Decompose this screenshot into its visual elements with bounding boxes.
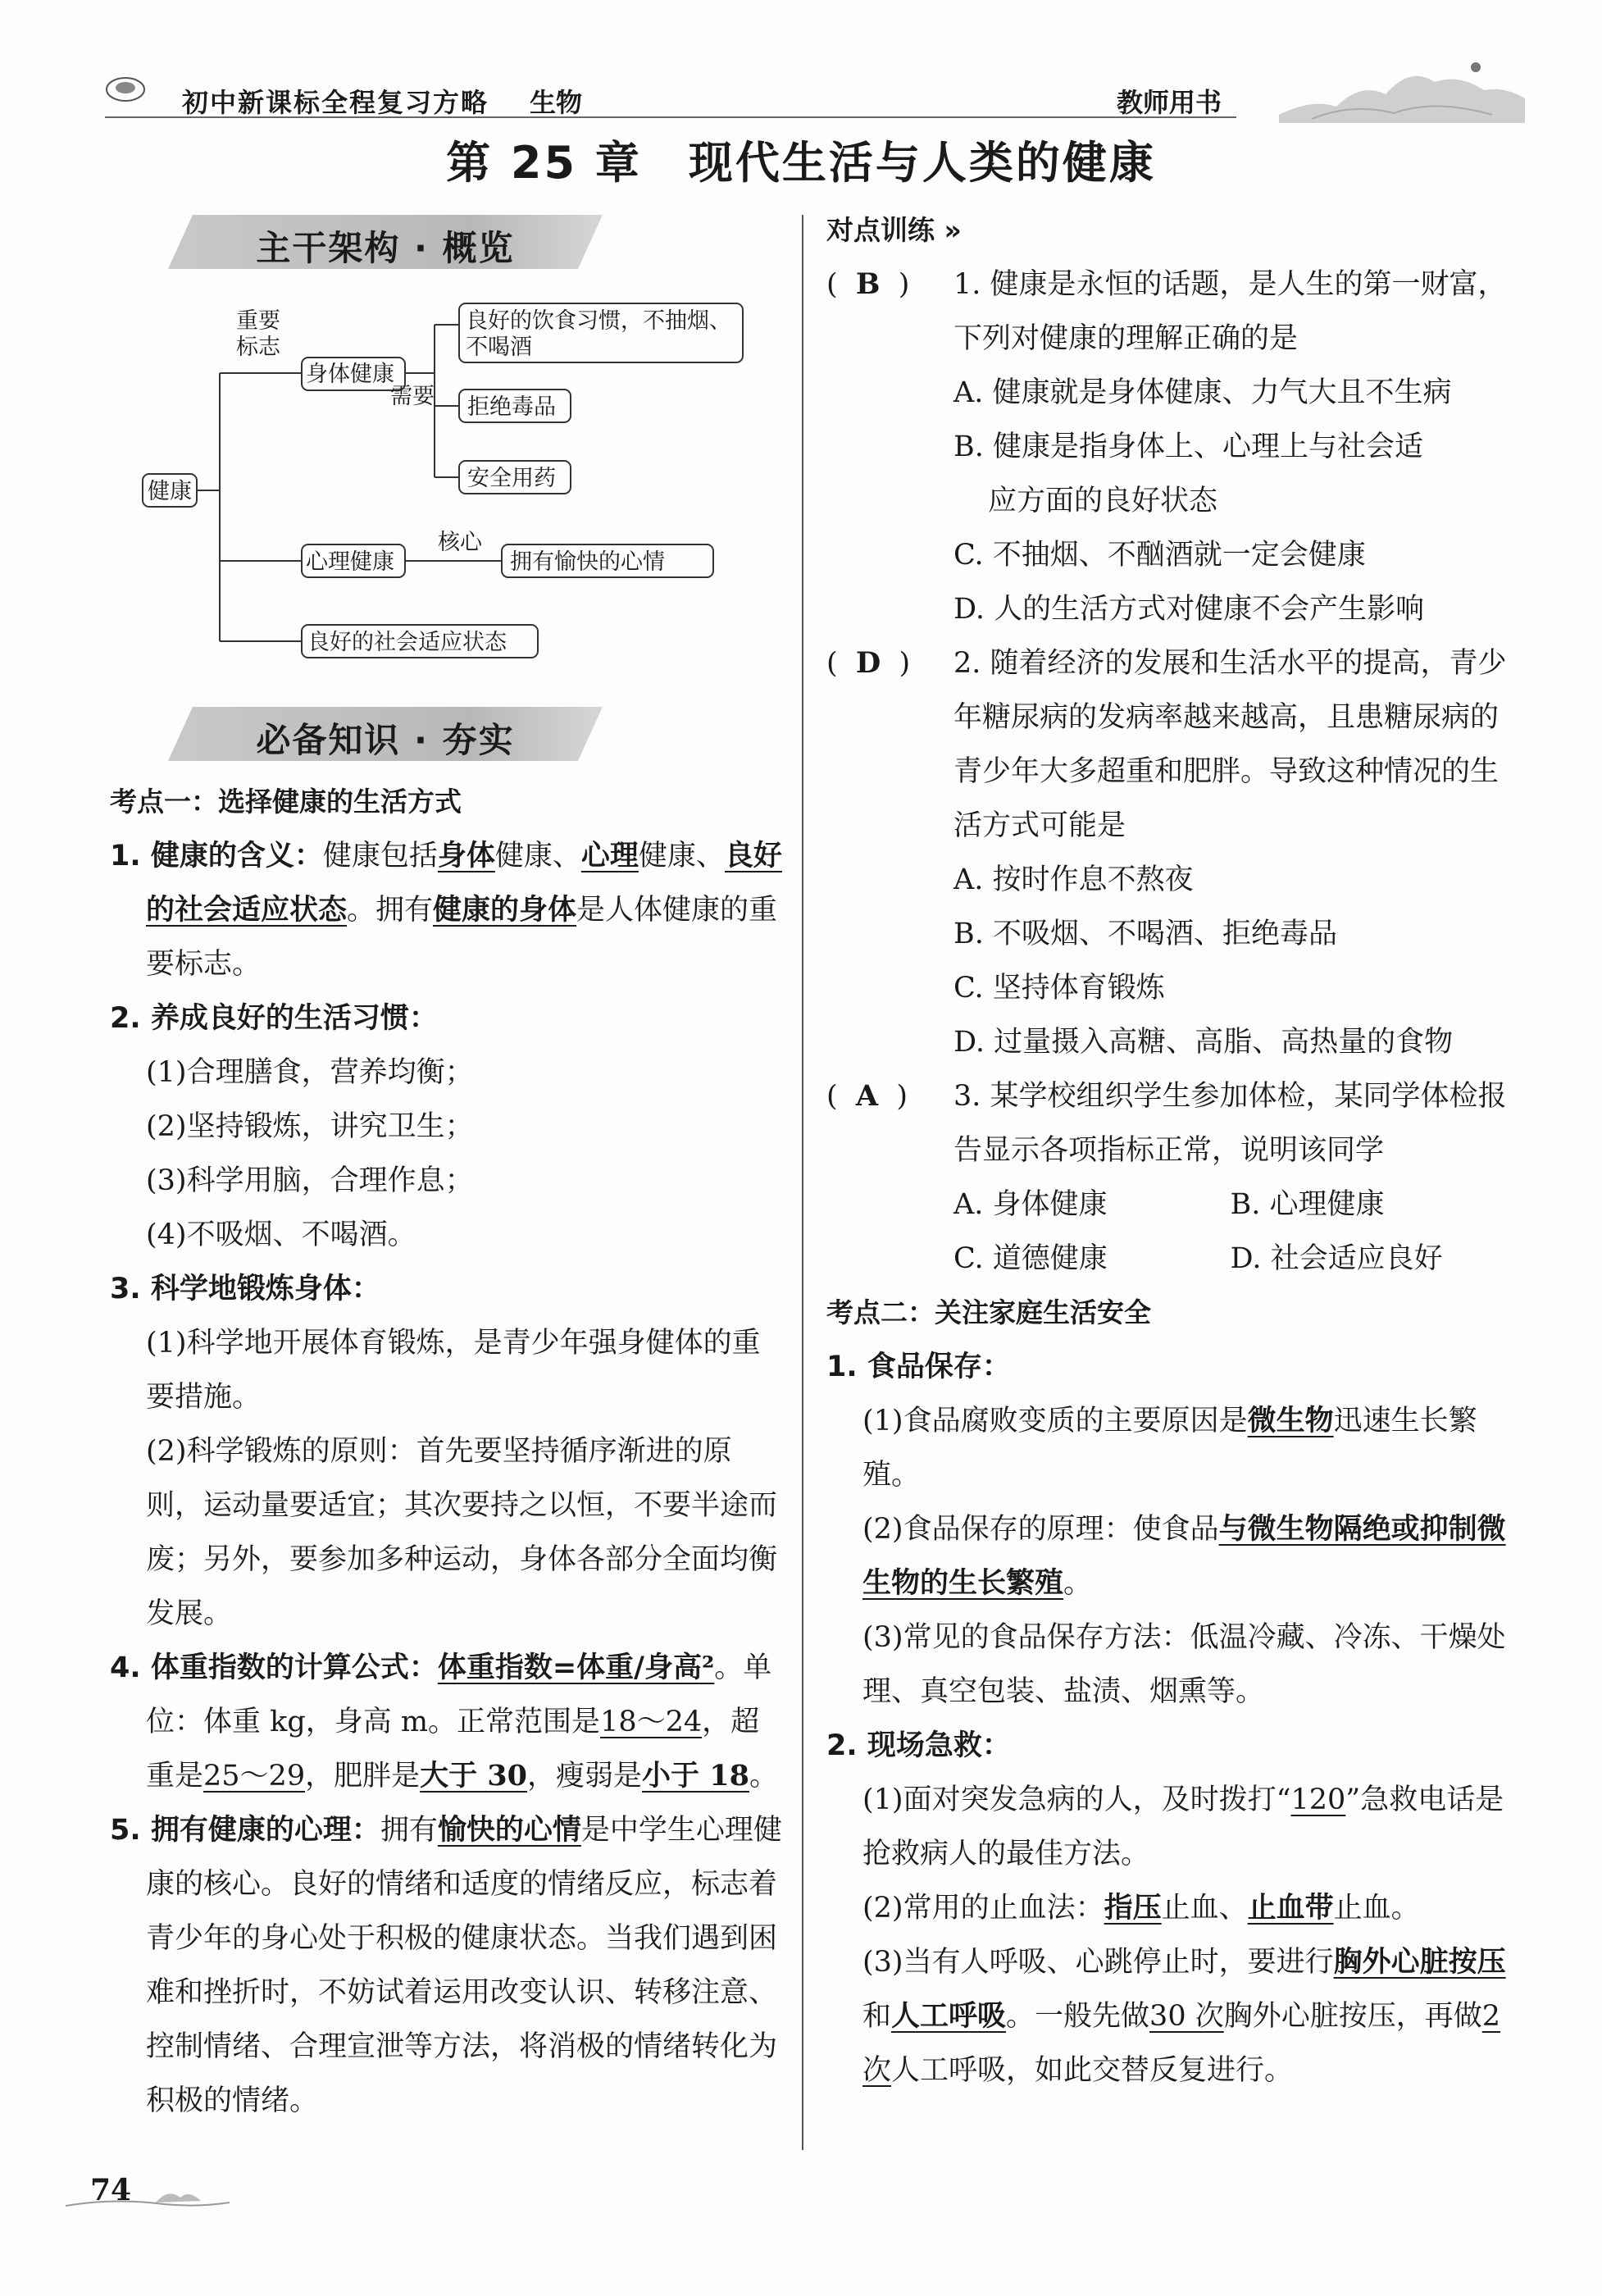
answer-bracket: ( A ) (826, 1079, 908, 1113)
answer: 25～29 (203, 1760, 306, 1793)
question-stem: 1. 健康是永恒的话题，是人生的第一财富，下列对健康的理解正确的是 (953, 268, 1507, 355)
practice-title: 对点训练 (826, 214, 935, 246)
text: 是人体健康的重要标志。 (146, 894, 778, 981)
chapter-title: 第 25 章 现代生活与人类的健康 (446, 137, 1156, 189)
text: (3)当有人呼吸、心跳停止时，要进行 (862, 1946, 1334, 1979)
answer: 体重指数=体重/身高² (437, 1651, 715, 1684)
answer-bracket: ( D ) (826, 646, 911, 680)
option-b: B. 健康是指身体上、心理上与社会适 (953, 430, 1423, 463)
label-important: 重要 (236, 308, 280, 334)
answer: 良好的社会适应状态 (146, 839, 782, 927)
options-row-ab (826, 1178, 1507, 1232)
food-2 (826, 1502, 1507, 1610)
text: 止血、 (1161, 1892, 1248, 1925)
text: 胸外心脏按压，再做 (1223, 2000, 1482, 2033)
publisher-logo-icon (105, 75, 146, 103)
answer-letter: D (855, 646, 881, 680)
text: (1)面对突发急病的人，及时拨打“ (862, 1784, 1291, 1816)
option-c: C. 不抽烟、不酗酒就一定会健康 (953, 539, 1366, 572)
text: ，肥胖是 (305, 1760, 421, 1793)
kp2-item1-label: 1. 食品保存： (826, 1351, 1011, 1383)
answer: 身体 (437, 839, 495, 872)
food-3: (3)常见的食品保存方法：低温冷藏、冷冻、干燥处理、真空包装、盐渍、烟熏等。 (862, 1621, 1506, 1708)
question-stem: 3. 某学校组织学生参加体检，某同学体检报告显示各项指标正常，说明该同学 (953, 1080, 1507, 1167)
habit-4: (4)不吸烟、不喝酒。 (146, 1219, 416, 1251)
text: 人工呼吸，如此交替反复进行。 (891, 2054, 1294, 2087)
answer: 小于 18 (642, 1759, 749, 1793)
answer: 18～24 (600, 1706, 703, 1738)
text: (2)常用的止血法： (862, 1892, 1104, 1925)
option-a: A. 健康就是身体健康、力气大且不生病 (953, 376, 1452, 409)
item-label: 5. 拥有健康的心理： (110, 1814, 380, 1847)
option-b-cont: 应方面的良好状态 (988, 485, 1218, 517)
series-title: 初中新课标全程复习方略 (182, 87, 489, 118)
option-d: D. 人的生活方式对健康不会产生影响 (953, 593, 1425, 626)
node-social-adaptation: 良好的社会适应状态 (307, 630, 507, 655)
text: 健康包括 (322, 840, 438, 872)
item-label: 4. 体重指数的计算公式： (110, 1651, 438, 1684)
kp1-title: 考点一：选择健康的生活方式 (110, 786, 462, 818)
practice-heading (826, 203, 1507, 257)
habit-3: (3)科学用脑，合理作息； (146, 1164, 474, 1197)
column-divider (802, 215, 803, 2150)
answer-letter: B (855, 267, 881, 301)
kp2-item2-label: 2. 现场急救： (826, 1729, 1011, 1762)
text: 健康、 (494, 840, 581, 872)
node-physical-health: 身体健康 (306, 362, 394, 387)
answer-bracket: ( B ) (826, 267, 910, 301)
answer: 30 次 (1149, 2000, 1224, 2033)
section-title: 必备知识 · 夯实 (256, 720, 515, 760)
concept-map (131, 295, 771, 681)
right-text-column (826, 203, 1507, 2098)
option-a: A. 身体健康 (953, 1188, 1108, 1221)
node-mental-health: 心理健康 (306, 549, 394, 575)
leaf-safe-medication: 安全用药 (467, 466, 556, 491)
kp1-item4 (110, 1641, 782, 1803)
exercise-2: (2)科学锻炼的原则：首先要坚持循序渐进的原则，运动量要适宜；其次要持之以恒，不要半途而废；另外，要参加多种运动，身体各部分全面均衡发展。 (146, 1435, 778, 1630)
leaf-happy-mood: 拥有愉快的心情 (510, 549, 665, 575)
text: ”急救电话是抢救病人的最佳方法。 (862, 1784, 1504, 1870)
answer: 健康的身体 (433, 893, 577, 927)
answer: 心理 (580, 839, 639, 872)
text: ，超重是 (146, 1706, 760, 1793)
double-chevron-icon: » (944, 214, 962, 246)
text: 健康、 (638, 840, 725, 872)
text: 。一般先做 (1006, 2000, 1150, 2033)
kp2-title: 考点二：关注家庭生活安全 (826, 1296, 1151, 1328)
answer: 胸外心脏按压 (1333, 1945, 1506, 1979)
option-b: B. 不吸烟、不喝酒、拒绝毒品 (953, 918, 1337, 950)
text: ，瘦弱是 (527, 1760, 643, 1793)
item-label: 1. 健康的含义： (110, 840, 323, 872)
option-b: B. 心理健康 (1230, 1188, 1385, 1221)
label-needs: 需要 (390, 384, 435, 409)
node-health: 健康 (148, 479, 192, 504)
question-2 (826, 636, 1507, 853)
kp1-item2-label: 2. 养成良好的生活习惯： (110, 1002, 438, 1035)
text: 。 (749, 1760, 778, 1793)
answer: 指压 (1104, 1891, 1162, 1925)
option-a: A. 按时作息不熬夜 (953, 863, 1194, 896)
answer: 止血带 (1247, 1891, 1334, 1925)
text: (2)食品保存的原理：使食品 (862, 1513, 1219, 1546)
options-row-cd (826, 1232, 1507, 1286)
answer-letter: A (855, 1079, 879, 1113)
label-sign: 标志 (236, 335, 280, 360)
text: 。单位：体重 kg，身高 m。正常范围是 (146, 1651, 772, 1738)
question-1 (826, 257, 1507, 366)
option-d: D. 过量摄入高糖、高脂、高热量的食物 (953, 1026, 1454, 1059)
habit-1: (1)合理膳食，营养均衡； (146, 1056, 474, 1089)
kp1-item5 (110, 1803, 782, 2128)
left-text-column (110, 775, 782, 2128)
text: 。 (1063, 1567, 1093, 1600)
food-1 (826, 1394, 1507, 1502)
mountain-decoration-icon (1279, 49, 1525, 131)
edition-label: 教师用书 (1117, 87, 1222, 118)
kp1-item1 (110, 829, 782, 991)
section-title: 主干架构 · 概览 (256, 228, 515, 268)
page-number: 74 (90, 2173, 132, 2207)
habit-2: (2)坚持锻炼，讲究卫生； (146, 1110, 474, 1143)
text: 止血。 (1333, 1892, 1420, 1925)
exercise-1: (1)科学地开展体育锻炼，是青少年强身健体的重要措施。 (146, 1327, 761, 1414)
answer: 与微生物隔绝或抑制微生物的生长繁殖 (862, 1512, 1506, 1600)
text: 拥有 (380, 1814, 438, 1847)
option-c: C. 坚持体育锻炼 (953, 972, 1165, 1004)
option-d: D. 社会适应良好 (1230, 1242, 1443, 1275)
leaf-diet-line1: 良好的饮食习惯，不抽烟、 (466, 308, 731, 334)
leaf-diet-line2: 不喝酒 (466, 335, 532, 360)
answer: 人工呼吸 (891, 1999, 1007, 2033)
section-banner-overview (168, 215, 603, 269)
subject-label: 生物 (530, 87, 583, 118)
aid-2 (826, 1881, 1507, 1935)
question-3 (826, 1069, 1507, 1178)
option-c: C. 道德健康 (953, 1242, 1108, 1275)
answer: 大于 30 (420, 1759, 528, 1793)
header-rule (105, 116, 1236, 118)
leaf-refuse-drugs: 拒绝毒品 (467, 394, 556, 420)
text: (1)食品腐败变质的主要原因是 (862, 1405, 1248, 1437)
answer: 120 (1290, 1784, 1346, 1816)
section-banner-knowledge (168, 707, 603, 761)
answer: 愉快的心情 (437, 1813, 581, 1847)
aid-1 (826, 1773, 1507, 1881)
text: 。拥有 (347, 894, 434, 927)
answer: 2 次 (862, 2000, 1501, 2087)
answer: 微生物 (1247, 1404, 1334, 1437)
text: 和 (862, 2000, 892, 2033)
label-core: 核心 (438, 530, 482, 555)
text: 迅速生长繁殖。 (862, 1405, 1477, 1492)
aid-3 (826, 1935, 1507, 2098)
text: 是中学生心理健康的核心。良好的情绪和适度的情绪反应，标志着青少年的身心处于积极的健康状态。当我们遇到困难和挫折时，不妨试着运用改变认识、转移注意、控制情绪、合理宣泄等方法，将消极的情绪转化为积极的情绪。 (146, 1814, 782, 2117)
question-stem: 2. 随着经济的发展和生活水平的提高，青少年糖尿病的发病率越来越高，且患糖尿病的青少年大多超重和肥胖。导致这种情况的生活方式可能是 (953, 647, 1507, 842)
kp1-item3-label: 3. 科学地锻炼身体： (110, 1273, 380, 1305)
